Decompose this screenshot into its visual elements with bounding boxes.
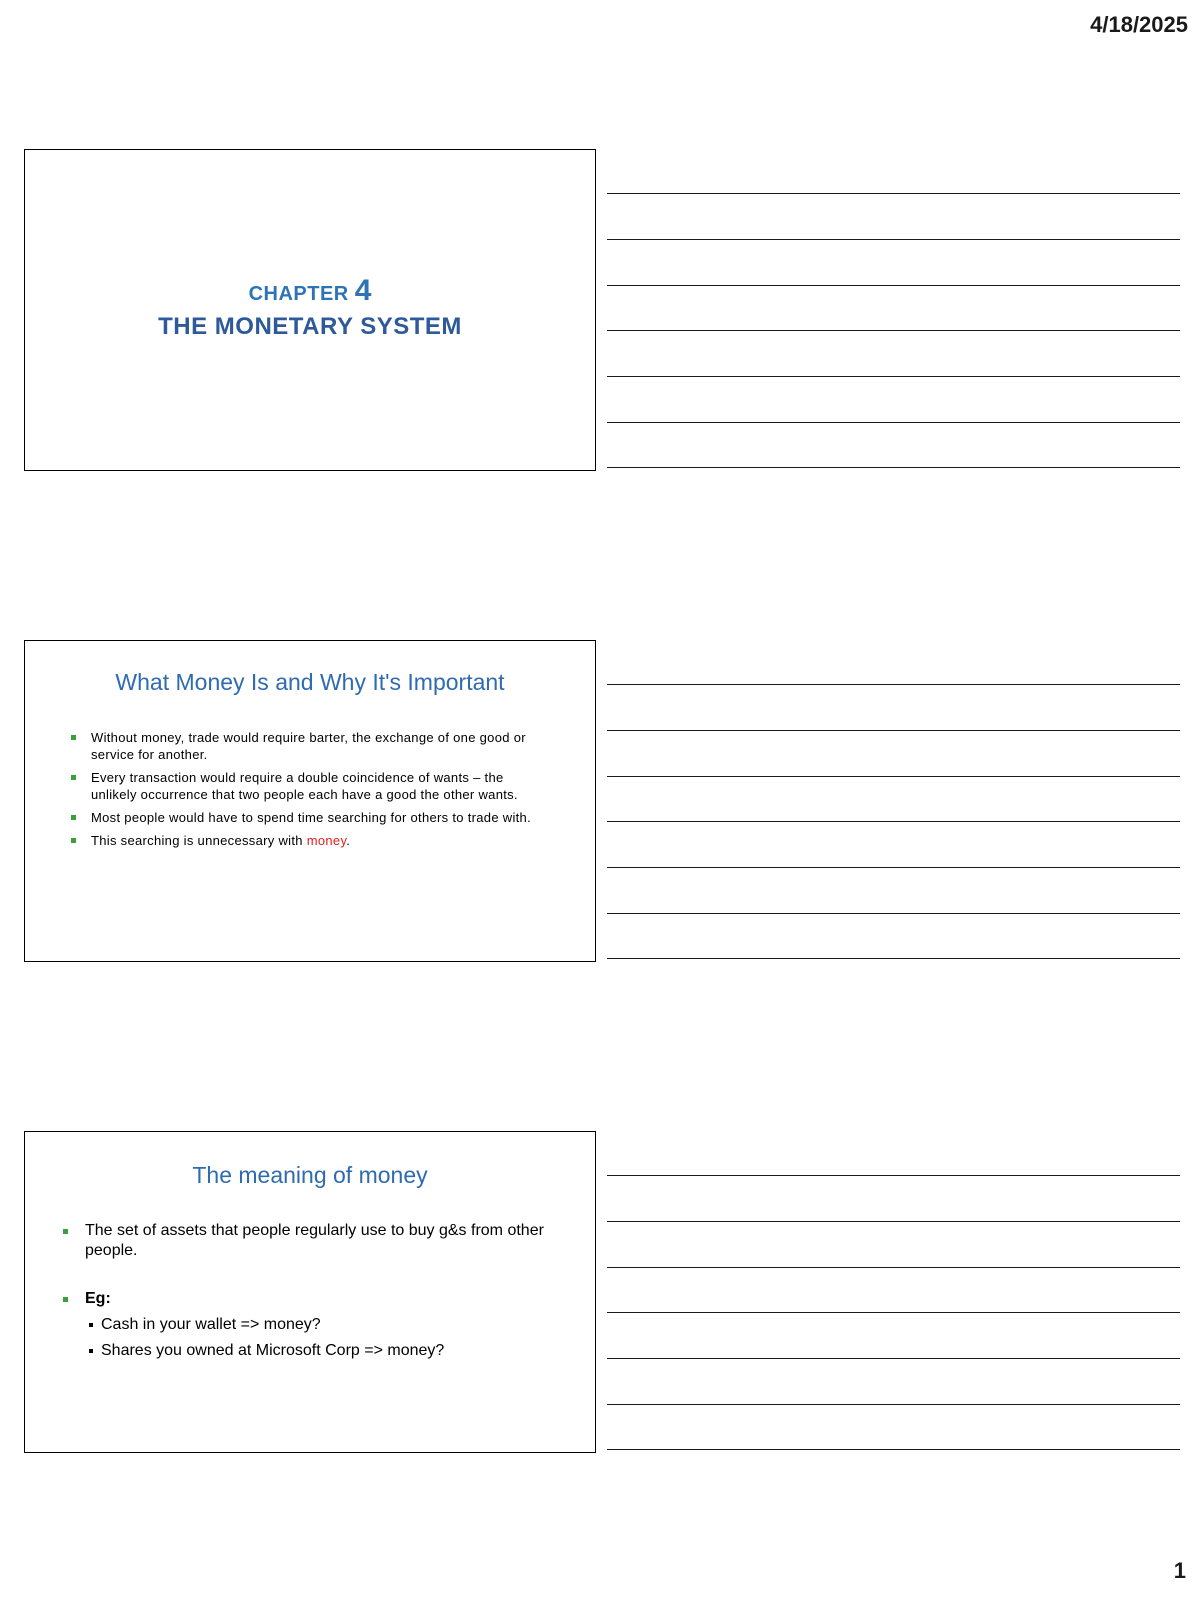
bullet-square-icon	[71, 815, 76, 820]
bullet-item	[71, 729, 549, 763]
bullet-text: The set of assets that people regularly use to buy g&s from other people.	[85, 1222, 544, 1259]
bullet-text: Eg:	[85, 1290, 111, 1307]
note-line	[607, 422, 1180, 423]
sub-bullet-square-icon	[89, 1323, 93, 1327]
note-line	[607, 1267, 1180, 1268]
sub-bullet-item	[85, 1341, 553, 1361]
bullet-item	[63, 1221, 553, 1261]
note-line	[607, 376, 1180, 377]
bullet-item	[71, 832, 549, 849]
chapter-heading	[25, 276, 595, 311]
highlight-word: money	[306, 833, 347, 848]
notes-area-1	[607, 149, 1180, 471]
slide-3-bullet-list	[63, 1221, 553, 1367]
bullet-square-icon	[71, 735, 76, 740]
bullet-square-icon	[71, 775, 76, 780]
chapter-number: 4	[354, 274, 372, 307]
chapter-word: CHAPTER	[248, 283, 349, 305]
note-line	[607, 913, 1180, 914]
note-line	[607, 239, 1180, 240]
note-line	[607, 1221, 1180, 1222]
slide-2-title: What Money Is and Why It's Important	[115, 669, 505, 695]
chapter-title-block	[25, 276, 595, 341]
sub-bullet-item	[85, 1315, 553, 1335]
note-line	[607, 193, 1180, 194]
bullet-text: Without money, trade would require barter, the exchange of one good or service for another.	[91, 730, 526, 762]
note-line	[607, 1449, 1180, 1450]
note-line	[607, 1175, 1180, 1176]
bullet-text: Every transaction would require a double coincidence of wants – the unlikely occurrence that two people each have a good the other wants.	[91, 770, 518, 802]
note-line	[607, 1404, 1180, 1405]
sub-bullet-text: Shares you owned at Microsoft Corp => money?	[101, 1342, 445, 1359]
note-line	[607, 1312, 1180, 1313]
note-line	[607, 821, 1180, 822]
note-line	[607, 684, 1180, 685]
note-line	[607, 467, 1180, 468]
note-line	[607, 1358, 1180, 1359]
sub-bullet-text: Cash in your wallet => money?	[101, 1316, 321, 1333]
slide-thumbnail-2	[24, 640, 596, 962]
sub-bullet-square-icon	[89, 1349, 93, 1353]
slide-thumbnail-3	[24, 1131, 596, 1453]
slide-thumbnail-1	[24, 149, 596, 471]
bullet-square-icon	[63, 1297, 68, 1302]
slide-1-title: THE MONETARY SYSTEM	[158, 313, 462, 340]
print-date: 4/18/2025	[1090, 12, 1188, 37]
bullet-item	[71, 769, 549, 803]
note-line	[607, 330, 1180, 331]
slide-2-bullet-list	[71, 729, 549, 855]
bullet-square-icon	[71, 838, 76, 843]
page-number: 1	[1173, 1558, 1186, 1583]
bullet-square-icon	[63, 1229, 68, 1234]
sub-bullet-list	[85, 1315, 553, 1361]
note-line	[607, 867, 1180, 868]
bullet-text: This searching is unnecessary with	[91, 833, 303, 848]
bullet-item	[63, 1289, 553, 1361]
notes-area-3	[607, 1131, 1180, 1453]
notes-area-2	[607, 640, 1180, 962]
slide-3-title: The meaning of money	[192, 1162, 428, 1188]
note-line	[607, 958, 1180, 959]
bullet-item	[71, 809, 549, 826]
bullet-text: Most people would have to spend time searching for others to trade with.	[91, 810, 531, 825]
highlight-suffix: .	[346, 833, 351, 848]
note-line	[607, 730, 1180, 731]
note-line	[607, 285, 1180, 286]
note-line	[607, 776, 1180, 777]
